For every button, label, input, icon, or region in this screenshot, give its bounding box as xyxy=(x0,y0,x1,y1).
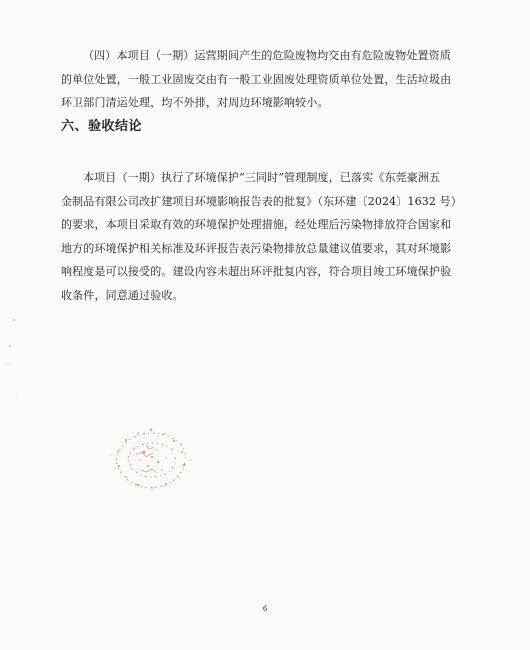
paragraph-line: （四）本项目（一期）运营期间产生的危险废物均交由有危险废物处置资质 xyxy=(83,49,451,62)
paragraph-line: 的单位处置，一般工业固废交由有一般工业固废处理资质单位处置，生活垃圾由 xyxy=(61,72,452,86)
faded-seal-stamp xyxy=(96,400,206,500)
page-number: 6 xyxy=(263,604,267,613)
paragraph-line: 金制品有限公司改扩建项目环境影响报告表的批复》（东环建〔2024〕1632 号） xyxy=(61,194,462,208)
paragraph-line: 环卫部门清运处理，均不外排，对周边环境影响较小。 xyxy=(61,96,329,109)
section-heading: 六、验收结论 xyxy=(61,119,143,134)
paragraph-line: 的要求，本项目采取有效的环境保护处理措施，经处理后污染物排放符合国家和 xyxy=(61,218,452,231)
paragraph-conclusion xyxy=(61,166,467,307)
paragraph-line: 响程度是可以接受的。建设内容未超出环评批复内容，符合项目竣工环境保护验 xyxy=(61,265,452,278)
paragraph-line: 地方的环境保护相关标准及环评报告表污染物排放总量建议值要求，其对环境影 xyxy=(61,241,452,255)
paragraph-hazardous-waste xyxy=(61,44,467,115)
scan-specks xyxy=(0,300,40,420)
paragraph-line: 收条件，同意通过验收。 xyxy=(61,288,184,302)
paragraph-line: 本项目（一期）执行了环境保护“三同时”管理制度，已落实《东莞豪洲五 xyxy=(83,171,441,184)
